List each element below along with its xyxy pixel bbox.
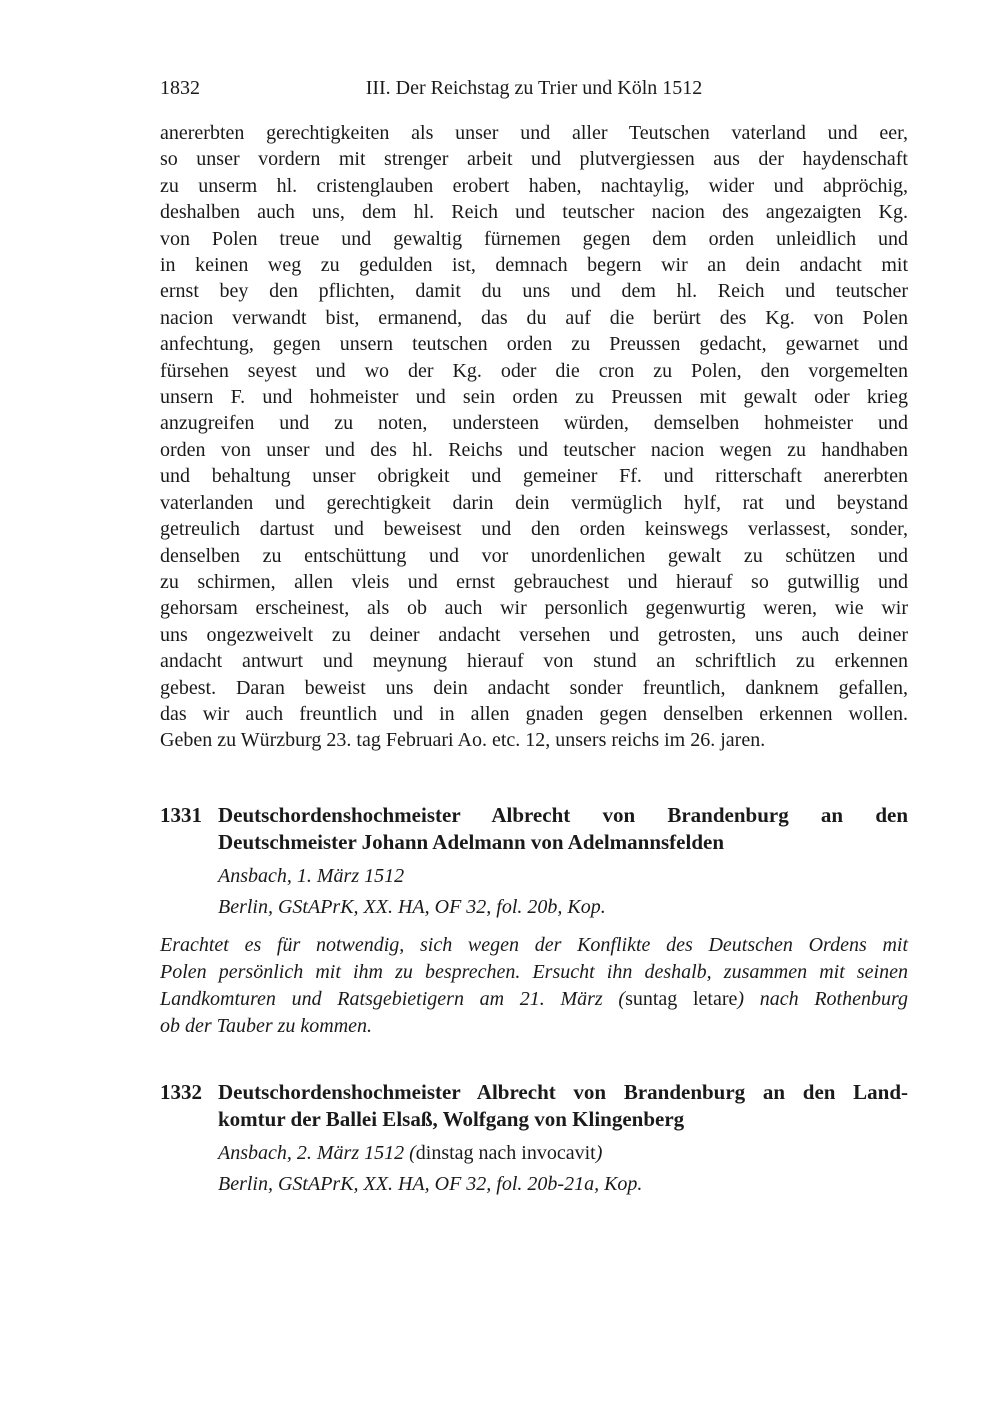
body-line: anererbten gerechtigkeiten als unser und aller Teutschen vaterland und eer, xyxy=(160,122,908,144)
body-line: vaterlanden und gerechtigkeit darin dein vermüglich hylf, rat und beystand xyxy=(160,491,908,514)
body-line: deshalben auch uns, dem hl. Reich und teutscher nacion des angezaigten Kg. xyxy=(160,201,908,224)
entry-summary xyxy=(160,932,908,1040)
body-line: andacht antwurt und meynung hierauf von stund an schriftlich zu erkennen xyxy=(160,650,908,673)
body-line: so unser vordern mit strenger arbeit und plutvergiessen aus der haydenschaft xyxy=(160,148,908,171)
body-line: zu schirmen, allen vleis und ernst gebrauchest und hierauf so gutwillig und xyxy=(160,570,908,593)
entry-heading-line: komtur der Ballei Elsaß, Wolfgang von Klingenberg xyxy=(218,1106,685,1131)
regest-entry-1332 xyxy=(160,1079,908,1197)
summary-line xyxy=(160,959,908,986)
summary-line-last xyxy=(160,1013,908,1040)
entry-number: 1332 xyxy=(160,1079,202,1104)
summary-italic: Landkomturen und Ratsgebietigern am 21. März ( xyxy=(160,987,626,1010)
entry-main xyxy=(218,802,908,920)
body-line: anfechtung, gegen unsern teutschen orden zu Preussen gedacht, gewarnet und xyxy=(160,333,908,356)
body-line: gehorsam erscheinest, als ob auch wir personlich gegenwurtig weren, wie wir xyxy=(160,597,908,620)
entry-main xyxy=(218,1079,908,1197)
body-line: das wir auch freuntlich und in allen gnaden gegen denselben erkennen wollen. xyxy=(160,702,908,725)
dateline-roman: dinstag nach invocavit xyxy=(415,1141,596,1164)
letter-body-paragraph xyxy=(160,120,908,754)
body-line: orden von unser und des hl. Reichs und teutscher nacion wegen zu handhaben xyxy=(160,438,908,461)
entry-row xyxy=(160,802,908,920)
entry-heading-line: Deutschordenshochmeister Albrecht von Brandenburg an den Land- xyxy=(218,1079,908,1104)
dateline-italic: Ansbach, 2. März 1512 ( xyxy=(218,1141,416,1164)
entry-heading-line: Deutschmeister Johann Adelmann von Adelmannsfelden xyxy=(218,829,725,854)
entry-dateline xyxy=(218,1140,908,1166)
body-line: von Polen treue und gewaltig fürnemen gegen dem orden unleidlich und xyxy=(160,227,908,250)
body-line: denselben zu entschüttung und vor unordenlichen gewalt zu schützen und xyxy=(160,544,908,567)
body-line: fürsehen seyest und wo der Kg. oder die cron zu Polen, den vorgemelten xyxy=(160,359,908,382)
summary-italic: ) nach Rothenburg xyxy=(737,987,909,1010)
dateline-italic: Ansbach, 1. März 1512 xyxy=(218,864,405,887)
regest-entry-1331 xyxy=(160,802,908,1040)
summary-italic: ob der Tauber zu kommen. xyxy=(160,1014,373,1037)
body-line: und behaltung unser obrigkeit und gemeiner Ff. und ritterschaft anererbten xyxy=(160,465,908,488)
entry-number: 1331 xyxy=(160,802,202,827)
running-head-title: III. Der Reichstag zu Trier und Köln 1512 xyxy=(365,77,703,99)
body-line-last: Geben zu Würzburg 23. tag Februari Ao. etc. 12, unsers reichs im 26. jaren. xyxy=(160,729,766,752)
body-line: anzugreifen und zu noten, understeen würden, demselben hohmeister und xyxy=(160,412,908,435)
summary-italic: Erachtet es für notwendig, sich wegen der Konflikte des Deutschen Ordens mit xyxy=(160,933,908,956)
entry-dateline xyxy=(218,863,908,889)
body-line: uns ongezweivelt zu deiner andacht versehen und getrosten, uns auch deiner xyxy=(160,623,908,646)
body-line: unsern F. und hohmeister und sein orden zu Preussen mit gewalt oder krieg xyxy=(160,386,908,409)
body-line: in keinen weg zu gedulden ist, demnach begern wir an dein andacht mit xyxy=(160,254,908,277)
body-line: nacion verwandt bist, ermanend, das du auf die berürt des Kg. von Polen xyxy=(160,306,908,329)
summary-roman: suntag letare xyxy=(625,987,738,1010)
body-line: ernst bey den pflichten, damit du uns und dem hl. Reich und teutscher xyxy=(160,280,908,303)
body-line: gebest. Daran beweist uns dein andacht sonder freuntlich, danknem gefallen, xyxy=(160,676,908,699)
summary-line xyxy=(160,932,908,959)
entry-archive-source: Berlin, GStAPrK, XX. HA, OF 32, fol. 20b-21a, Kop. xyxy=(218,1172,643,1195)
body-line: zu unserm hl. cristenglauben erobert haben, nachtaylig, wider und abpröchig, xyxy=(160,174,908,197)
summary-italic: Polen persönlich mit ihm zu besprechen. Ersucht ihn deshalb, zusammen mit seinen xyxy=(160,960,908,983)
body-line: getreulich dartust und beweisest und den orden keinswegs verlassest, sonder, xyxy=(160,518,908,541)
entry-archive-source: Berlin, GStAPrK, XX. HA, OF 32, fol. 20b, Kop. xyxy=(218,895,606,918)
summary-line xyxy=(160,986,908,1013)
text-column xyxy=(160,76,908,1197)
page-number: 1832 xyxy=(160,77,200,99)
running-header xyxy=(160,76,908,100)
entry-heading-line: Deutschordenshochmeister Albrecht von Brandenburg an den xyxy=(218,802,908,827)
dateline-italic: ) xyxy=(595,1141,603,1164)
entry-row xyxy=(160,1079,908,1197)
